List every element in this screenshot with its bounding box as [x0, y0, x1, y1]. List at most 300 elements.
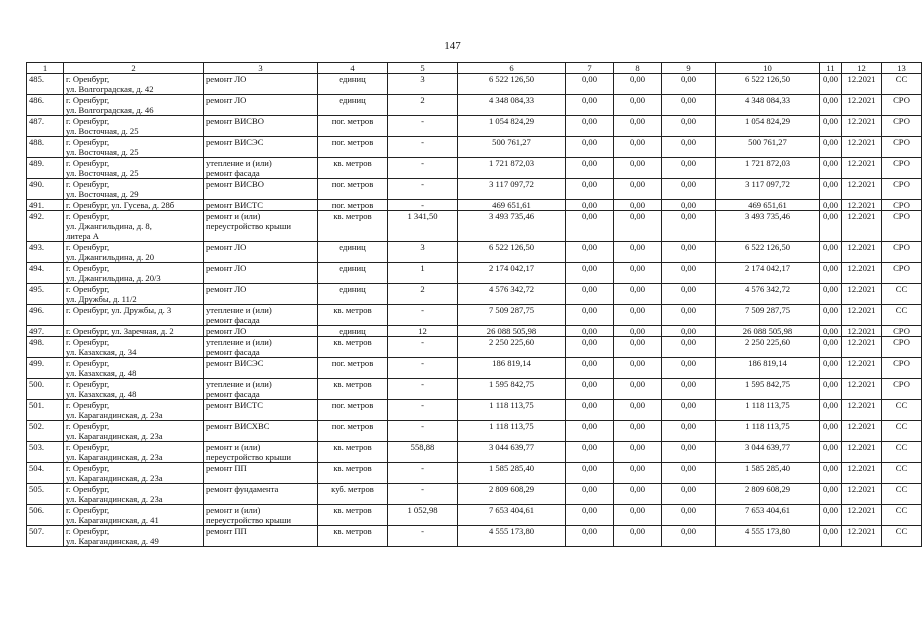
total-cost-cell: 2 809 608,29: [458, 484, 566, 505]
fund-cost-cell: 4 348 084,33: [716, 95, 820, 116]
fund-cost-cell: 3 117 097,72: [716, 179, 820, 200]
address-cell-line: ул. Карагандинская, д. 23а: [66, 473, 163, 483]
work-type-cell: [204, 242, 318, 263]
value-cell: 0,00: [614, 158, 662, 179]
deadline-cell: 12.2021: [842, 263, 882, 284]
work-type-cell-line: ремонт ЛО: [206, 95, 247, 105]
value-cell: 0,00: [662, 442, 716, 463]
address-cell-line: г. Оренбург,: [66, 137, 110, 147]
method-cell: СС: [882, 284, 922, 305]
value-cell: 0,00: [614, 463, 662, 484]
work-type-cell: [204, 421, 318, 442]
work-type-cell: [204, 158, 318, 179]
address-cell: [64, 263, 204, 284]
method-cell: СРО: [882, 263, 922, 284]
row-number-cell: 490.: [27, 179, 64, 200]
quantity-cell: 3: [388, 74, 458, 95]
row-number-cell: 498.: [27, 337, 64, 358]
address-cell-line: г. Оренбург,: [66, 242, 110, 252]
work-type-cell: [204, 211, 318, 242]
value-cell: 0,00: [820, 74, 842, 95]
method-cell: СС: [882, 505, 922, 526]
method-cell: СРО: [882, 116, 922, 137]
method-cell: СРО: [882, 379, 922, 400]
total-cost-cell: 1 118 113,75: [458, 400, 566, 421]
work-type-cell-line: ремонт ПП: [206, 526, 247, 536]
row-number-cell: 496.: [27, 305, 64, 326]
total-cost-cell: 7 509 287,75: [458, 305, 566, 326]
work-type-cell: [204, 263, 318, 284]
unit-cell: кв. метров: [318, 158, 388, 179]
address-cell-line: г. Оренбург,: [66, 158, 110, 168]
table-row: [27, 442, 922, 463]
address-cell-line: г. Оренбург, ул. Заречная, д. 2: [66, 326, 174, 336]
value-cell: 0,00: [566, 326, 614, 337]
table-row: [27, 526, 922, 547]
value-cell: 0,00: [614, 421, 662, 442]
table-row: [27, 116, 922, 137]
value-cell: 0,00: [566, 211, 614, 242]
address-cell: [64, 158, 204, 179]
work-type-cell-line: ремонт ЛО: [206, 284, 247, 294]
unit-cell: кв. метров: [318, 379, 388, 400]
address-cell-line: г. Оренбург,: [66, 284, 110, 294]
row-number-cell: 504.: [27, 463, 64, 484]
work-type-cell-line: ремонт ПП: [206, 463, 247, 473]
value-cell: 0,00: [614, 505, 662, 526]
row-number-cell: 494.: [27, 263, 64, 284]
total-cost-cell: 4 576 342,72: [458, 284, 566, 305]
work-type-cell-line: ремонт ВИСТС: [206, 400, 264, 410]
table-row: [27, 421, 922, 442]
row-number-cell: 499.: [27, 358, 64, 379]
address-cell-line: ул. Дружбы, д. 11/2: [66, 294, 137, 304]
deadline-cell: 12.2021: [842, 379, 882, 400]
value-cell: 0,00: [820, 305, 842, 326]
value-cell: 0,00: [614, 116, 662, 137]
method-cell: СРО: [882, 326, 922, 337]
address-cell-line: ул. Джангильдина, д. 8,: [66, 221, 152, 231]
total-cost-cell: 7 653 404,61: [458, 505, 566, 526]
total-cost-cell: 500 761,27: [458, 137, 566, 158]
value-cell: 0,00: [662, 326, 716, 337]
table-row: [27, 379, 922, 400]
address-cell-line: ул. Волгоградская, д. 42: [66, 84, 154, 94]
value-cell: 0,00: [662, 526, 716, 547]
total-cost-cell: 4 555 173,80: [458, 526, 566, 547]
quantity-cell: -: [388, 116, 458, 137]
unit-cell: единиц: [318, 74, 388, 95]
table-row: [27, 305, 922, 326]
work-type-cell-line: ремонт и (или): [206, 442, 261, 452]
work-type-cell: [204, 326, 318, 337]
work-type-cell-line: ремонт фасада: [206, 347, 260, 357]
header-cell: 12: [842, 63, 882, 74]
column-number-header: [27, 63, 922, 74]
total-cost-cell: 1 595 842,75: [458, 379, 566, 400]
fund-cost-cell: 186 819,14: [716, 358, 820, 379]
value-cell: 0,00: [614, 284, 662, 305]
header-cell: 4: [318, 63, 388, 74]
value-cell: 0,00: [820, 137, 842, 158]
unit-cell: кв. метров: [318, 211, 388, 242]
header-cell: 2: [64, 63, 204, 74]
address-cell-line: г. Оренбург,: [66, 484, 110, 494]
deadline-cell: 12.2021: [842, 242, 882, 263]
fund-cost-cell: 1 118 113,75: [716, 421, 820, 442]
deadline-cell: 12.2021: [842, 211, 882, 242]
method-cell: СС: [882, 74, 922, 95]
table-row: [27, 358, 922, 379]
address-cell-line: г. Оренбург,: [66, 526, 110, 536]
value-cell: 0,00: [662, 484, 716, 505]
value-cell: 0,00: [662, 116, 716, 137]
value-cell: 0,00: [662, 400, 716, 421]
fund-cost-cell: 2 250 225,60: [716, 337, 820, 358]
value-cell: 0,00: [614, 400, 662, 421]
total-cost-cell: 1 721 872,03: [458, 158, 566, 179]
deadline-cell: 12.2021: [842, 400, 882, 421]
value-cell: 0,00: [614, 379, 662, 400]
unit-cell: пог. метров: [318, 179, 388, 200]
total-cost-cell: 4 348 084,33: [458, 95, 566, 116]
row-number-cell: 507.: [27, 526, 64, 547]
value-cell: 0,00: [566, 95, 614, 116]
work-type-cell-line: ремонт ВИСВО: [206, 116, 264, 126]
row-number-cell: 486.: [27, 95, 64, 116]
repair-program-table: [26, 62, 922, 547]
row-number-cell: 503.: [27, 442, 64, 463]
address-cell-line: литера А: [66, 231, 99, 241]
deadline-cell: 12.2021: [842, 116, 882, 137]
total-cost-cell: 6 522 126,50: [458, 242, 566, 263]
value-cell: 0,00: [566, 358, 614, 379]
total-cost-cell: 1 054 824,29: [458, 116, 566, 137]
address-cell-line: г. Оренбург,: [66, 379, 110, 389]
address-cell: [64, 74, 204, 95]
table-row: [27, 400, 922, 421]
deadline-cell: 12.2021: [842, 337, 882, 358]
address-cell-line: ул. Волгоградская, д. 46: [66, 105, 154, 115]
value-cell: 0,00: [614, 137, 662, 158]
value-cell: 0,00: [614, 526, 662, 547]
fund-cost-cell: 1 721 872,03: [716, 158, 820, 179]
quantity-cell: -: [388, 463, 458, 484]
value-cell: 0,00: [662, 179, 716, 200]
quantity-cell: 3: [388, 242, 458, 263]
total-cost-cell: 2 174 042,17: [458, 263, 566, 284]
work-type-cell: [204, 200, 318, 211]
value-cell: 0,00: [566, 200, 614, 211]
deadline-cell: 12.2021: [842, 137, 882, 158]
work-type-cell-line: ремонт ВИСХВС: [206, 421, 270, 431]
fund-cost-cell: 2 174 042,17: [716, 263, 820, 284]
value-cell: 0,00: [614, 74, 662, 95]
method-cell: СС: [882, 526, 922, 547]
total-cost-cell: 26 088 505,98: [458, 326, 566, 337]
address-cell-line: ул. Карагандинская, д. 41: [66, 515, 159, 525]
work-type-cell: [204, 179, 318, 200]
value-cell: 0,00: [820, 263, 842, 284]
value-cell: 0,00: [566, 242, 614, 263]
deadline-cell: 12.2021: [842, 526, 882, 547]
method-cell: СРО: [882, 200, 922, 211]
deadline-cell: 12.2021: [842, 74, 882, 95]
address-cell-line: ул. Восточная, д. 29: [66, 189, 139, 199]
method-cell: СС: [882, 463, 922, 484]
address-cell: [64, 211, 204, 242]
value-cell: 0,00: [566, 263, 614, 284]
row-number-cell: 502.: [27, 421, 64, 442]
method-cell: СРО: [882, 158, 922, 179]
value-cell: 0,00: [820, 200, 842, 211]
fund-cost-cell: 1 054 824,29: [716, 116, 820, 137]
address-cell-line: г. Оренбург, ул. Дружбы, д. 3: [66, 305, 172, 315]
value-cell: 0,00: [820, 463, 842, 484]
value-cell: 0,00: [614, 305, 662, 326]
value-cell: 0,00: [566, 505, 614, 526]
value-cell: 0,00: [566, 337, 614, 358]
row-number-cell: 485.: [27, 74, 64, 95]
value-cell: 0,00: [566, 158, 614, 179]
value-cell: 0,00: [820, 400, 842, 421]
address-cell-line: г. Оренбург,: [66, 400, 110, 410]
address-cell-line: ул. Казахская, д. 48: [66, 389, 137, 399]
value-cell: 0,00: [820, 326, 842, 337]
unit-cell: пог. метров: [318, 137, 388, 158]
quantity-cell: 558,88: [388, 442, 458, 463]
deadline-cell: 12.2021: [842, 200, 882, 211]
value-cell: 0,00: [662, 284, 716, 305]
work-type-cell: [204, 305, 318, 326]
value-cell: 0,00: [662, 358, 716, 379]
value-cell: 0,00: [662, 95, 716, 116]
fund-cost-cell: 6 522 126,50: [716, 74, 820, 95]
method-cell: СС: [882, 400, 922, 421]
table-row: [27, 263, 922, 284]
value-cell: 0,00: [614, 200, 662, 211]
method-cell: СС: [882, 421, 922, 442]
quantity-cell: 1 052,98: [388, 505, 458, 526]
method-cell: СРО: [882, 211, 922, 242]
value-cell: 0,00: [662, 242, 716, 263]
fund-cost-cell: 6 522 126,50: [716, 242, 820, 263]
deadline-cell: 12.2021: [842, 442, 882, 463]
address-cell: [64, 242, 204, 263]
address-cell-line: г. Оренбург,: [66, 263, 110, 273]
quantity-cell: 1 341,50: [388, 211, 458, 242]
value-cell: 0,00: [614, 263, 662, 284]
quantity-cell: 2: [388, 95, 458, 116]
deadline-cell: 12.2021: [842, 358, 882, 379]
quantity-cell: -: [388, 137, 458, 158]
address-cell-line: ул. Карагандинская, д. 23а: [66, 494, 163, 504]
address-cell-line: ул. Восточная, д. 25: [66, 147, 139, 157]
value-cell: 0,00: [566, 526, 614, 547]
unit-cell: кв. метров: [318, 337, 388, 358]
header-cell: 6: [458, 63, 566, 74]
address-cell: [64, 463, 204, 484]
total-cost-cell: 1 585 285,40: [458, 463, 566, 484]
address-cell-line: г. Оренбург,: [66, 421, 110, 431]
fund-cost-cell: 469 651,61: [716, 200, 820, 211]
address-cell-line: г. Оренбург,: [66, 116, 110, 126]
value-cell: 0,00: [662, 200, 716, 211]
work-type-cell: [204, 116, 318, 137]
address-cell: [64, 505, 204, 526]
table-row: [27, 337, 922, 358]
quantity-cell: -: [388, 305, 458, 326]
address-cell: [64, 284, 204, 305]
value-cell: 0,00: [662, 337, 716, 358]
value-cell: 0,00: [820, 484, 842, 505]
work-type-cell: [204, 137, 318, 158]
address-cell: [64, 305, 204, 326]
unit-cell: пог. метров: [318, 421, 388, 442]
value-cell: 0,00: [566, 74, 614, 95]
unit-cell: единиц: [318, 326, 388, 337]
unit-cell: единиц: [318, 242, 388, 263]
unit-cell: кв. метров: [318, 463, 388, 484]
work-type-cell-line: ремонт фасада: [206, 315, 260, 325]
page-number: 147: [444, 40, 461, 52]
deadline-cell: 12.2021: [842, 326, 882, 337]
total-cost-cell: 469 651,61: [458, 200, 566, 211]
address-cell-line: г. Оренбург,: [66, 95, 110, 105]
header-cell: 11: [820, 63, 842, 74]
value-cell: 0,00: [820, 179, 842, 200]
value-cell: 0,00: [566, 421, 614, 442]
address-cell-line: ул. Карагандинская, д. 23а: [66, 410, 163, 420]
value-cell: 0,00: [820, 242, 842, 263]
work-type-cell: [204, 74, 318, 95]
value-cell: 0,00: [662, 463, 716, 484]
table-row: [27, 200, 922, 211]
work-type-cell: [204, 95, 318, 116]
total-cost-cell: 2 250 225,60: [458, 337, 566, 358]
header-cell: 3: [204, 63, 318, 74]
method-cell: СРО: [882, 95, 922, 116]
value-cell: 0,00: [614, 484, 662, 505]
address-cell: [64, 484, 204, 505]
row-number-cell: 493.: [27, 242, 64, 263]
value-cell: 0,00: [614, 211, 662, 242]
row-number-cell: 487.: [27, 116, 64, 137]
work-type-cell-line: переустройство крыши: [206, 221, 291, 231]
address-cell: [64, 95, 204, 116]
work-type-cell-line: утепление и (или): [206, 305, 272, 315]
quantity-cell: -: [388, 484, 458, 505]
unit-cell: пог. метров: [318, 400, 388, 421]
work-type-cell-line: переустройство крыши: [206, 452, 291, 462]
deadline-cell: 12.2021: [842, 463, 882, 484]
value-cell: 0,00: [662, 305, 716, 326]
work-type-cell-line: ремонт ВИСЭС: [206, 137, 264, 147]
work-type-cell: [204, 358, 318, 379]
table-row: [27, 74, 922, 95]
work-type-cell: [204, 463, 318, 484]
table-row: [27, 463, 922, 484]
value-cell: 0,00: [566, 442, 614, 463]
address-cell: [64, 526, 204, 547]
value-cell: 0,00: [614, 358, 662, 379]
table-row: [27, 95, 922, 116]
header-cell: 7: [566, 63, 614, 74]
address-cell-line: г. Оренбург,: [66, 442, 110, 452]
value-cell: 0,00: [820, 337, 842, 358]
work-type-cell-line: ремонт ЛО: [206, 242, 247, 252]
unit-cell: кв. метров: [318, 505, 388, 526]
value-cell: 0,00: [820, 116, 842, 137]
value-cell: 0,00: [662, 137, 716, 158]
address-cell-line: г. Оренбург,: [66, 337, 110, 347]
row-number-cell: 506.: [27, 505, 64, 526]
total-cost-cell: 3 117 097,72: [458, 179, 566, 200]
address-cell-line: ул. Джангильдина, д. 20: [66, 252, 154, 262]
deadline-cell: 12.2021: [842, 484, 882, 505]
work-type-cell-line: утепление и (или): [206, 337, 272, 347]
header-cell: 8: [614, 63, 662, 74]
quantity-cell: 2: [388, 284, 458, 305]
fund-cost-cell: 2 809 608,29: [716, 484, 820, 505]
table-row: [27, 211, 922, 242]
method-cell: СС: [882, 484, 922, 505]
value-cell: 0,00: [662, 74, 716, 95]
quantity-cell: -: [388, 358, 458, 379]
value-cell: 0,00: [566, 400, 614, 421]
work-type-cell-line: ремонт ВИСВО: [206, 179, 264, 189]
quantity-cell: -: [388, 526, 458, 547]
deadline-cell: 12.2021: [842, 284, 882, 305]
address-cell-line: г. Оренбург,: [66, 211, 110, 221]
value-cell: 0,00: [820, 95, 842, 116]
unit-cell: кв. метров: [318, 526, 388, 547]
fund-cost-cell: 7 509 287,75: [716, 305, 820, 326]
value-cell: 0,00: [566, 284, 614, 305]
value-cell: 0,00: [820, 284, 842, 305]
table-row: [27, 242, 922, 263]
address-cell-line: ул. Карагандинская, д. 49: [66, 536, 159, 546]
header-cell: 13: [882, 63, 922, 74]
unit-cell: кв. метров: [318, 442, 388, 463]
table-row: [27, 505, 922, 526]
deadline-cell: 12.2021: [842, 421, 882, 442]
address-cell: [64, 358, 204, 379]
value-cell: 0,00: [614, 242, 662, 263]
value-cell: 0,00: [614, 179, 662, 200]
value-cell: 0,00: [566, 463, 614, 484]
header-cell: 1: [27, 63, 64, 74]
deadline-cell: 12.2021: [842, 305, 882, 326]
work-type-cell: [204, 484, 318, 505]
value-cell: 0,00: [614, 442, 662, 463]
value-cell: 0,00: [820, 442, 842, 463]
value-cell: 0,00: [614, 326, 662, 337]
value-cell: 0,00: [614, 337, 662, 358]
value-cell: 0,00: [820, 505, 842, 526]
address-cell: [64, 179, 204, 200]
quantity-cell: -: [388, 179, 458, 200]
row-number-cell: 501.: [27, 400, 64, 421]
work-type-cell-line: ремонт фундамента: [206, 484, 279, 494]
row-number-cell: 488.: [27, 137, 64, 158]
work-type-cell: [204, 400, 318, 421]
address-cell-line: ул. Восточная, д. 25: [66, 168, 139, 178]
work-type-cell-line: ремонт ЛО: [206, 74, 247, 84]
row-number-cell: 497.: [27, 326, 64, 337]
header-cell: 9: [662, 63, 716, 74]
address-cell-line: ул. Казахская, д. 34: [66, 347, 137, 357]
